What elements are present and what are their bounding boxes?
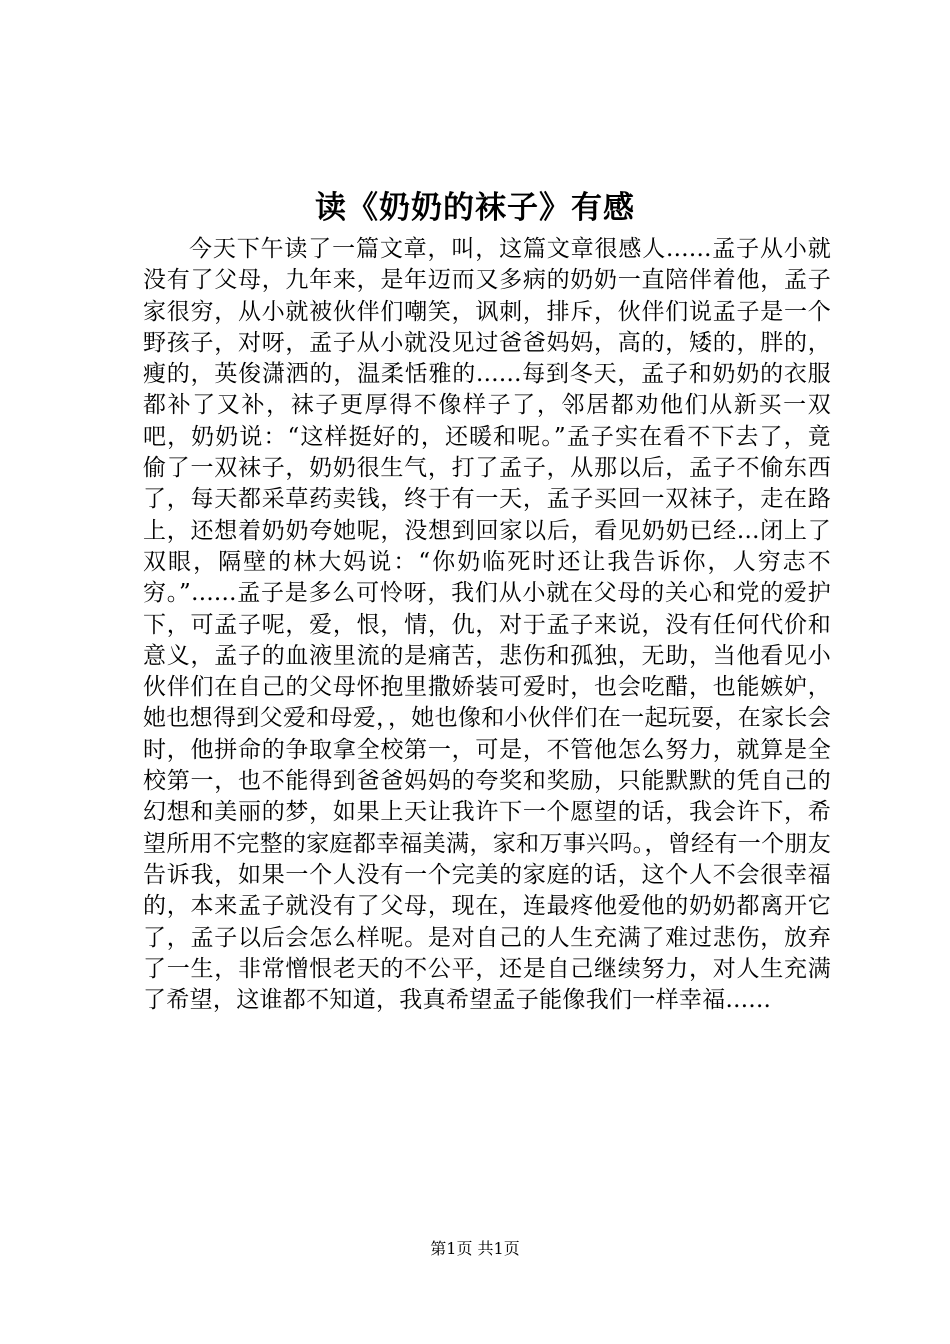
body-paragraph: 今天下午读了一篇文章，叫，这篇文章很感人......孟子从小就没有了父母，九年来，是年迈而又多病的奶奶一直陪伴着他，孟子家很穷，从小就被伙伴们嘲笑，讽刺，排斥，伙伴们说孟子是一个野孩子，对呀，孟子从小就没见过爸爸妈妈，高的，矮的，胖的，瘦的，英俊潇洒的，温柔恬雅的......每到冬天，孟子和奶奶的衣服都补了又补，袜子更厚得不像样子了，邻居都劝他们从新买一双吧，奶奶说：“这样挺好的，还暖和呢。”孟子实在看不下去了，竟偷了一双袜子，奶奶很生气，打了孟子，从那以后，孟子不偷东西了，每天都采草药卖钱，终于有一天，孟子买回一双袜子，走在路上，还想着奶奶夸她呢，没想到回家以后，看见奶奶已经...闭上了双眼，隔壁的林大妈说：“你奶临死时还让我告诉你，人穷志不穷。”......孟子是多么可怜呀，我们从小就在父母的关心和党的爱护下，可孟子呢，爱，恨，情，仇，对于孟子来说，没有任何代价和意义，孟子的血液里流的是痛苦，悲伤和孤独，无助，当他看见小伙伴们在自己的父母怀抱里撒娇装可爱时，也会吃醋，也能嫉妒，她也想得到父爱和母爱，，她也像和小伙伴们在一起玩耍，在家长会时，他拼命的争取拿全校第一，可是，不管他怎么努力，就算是全校第一，也不能得到爸爸妈妈的夸奖和奖励，只能默默的凭自己的幻想和美丽的梦，如果上天让我许下一个愿望的话，我会许下，希望所用不完整的家庭都幸福美满，家和万事兴吗。，曾经有一个朋友告诉我，如果一个人没有一个完美的家庭的话，这个人不会很幸福的，本来孟子就没有了父母，现在，连最疼他爱他的奶奶都离开它了，孟子以后会怎么样呢。是对自己的人生充满了难过悲伤，放弃了一生，非常憎恨老天的不公平，还是自己继续努力，对人生充满了希望，这谁都不知道，我真希望孟子能像我们一样幸福...... <box>143 236 831 1014</box>
page-title: 读《奶奶的袜子》有感 <box>315 190 635 226</box>
page-footer: 第1页 共1页 <box>430 1239 520 1258</box>
